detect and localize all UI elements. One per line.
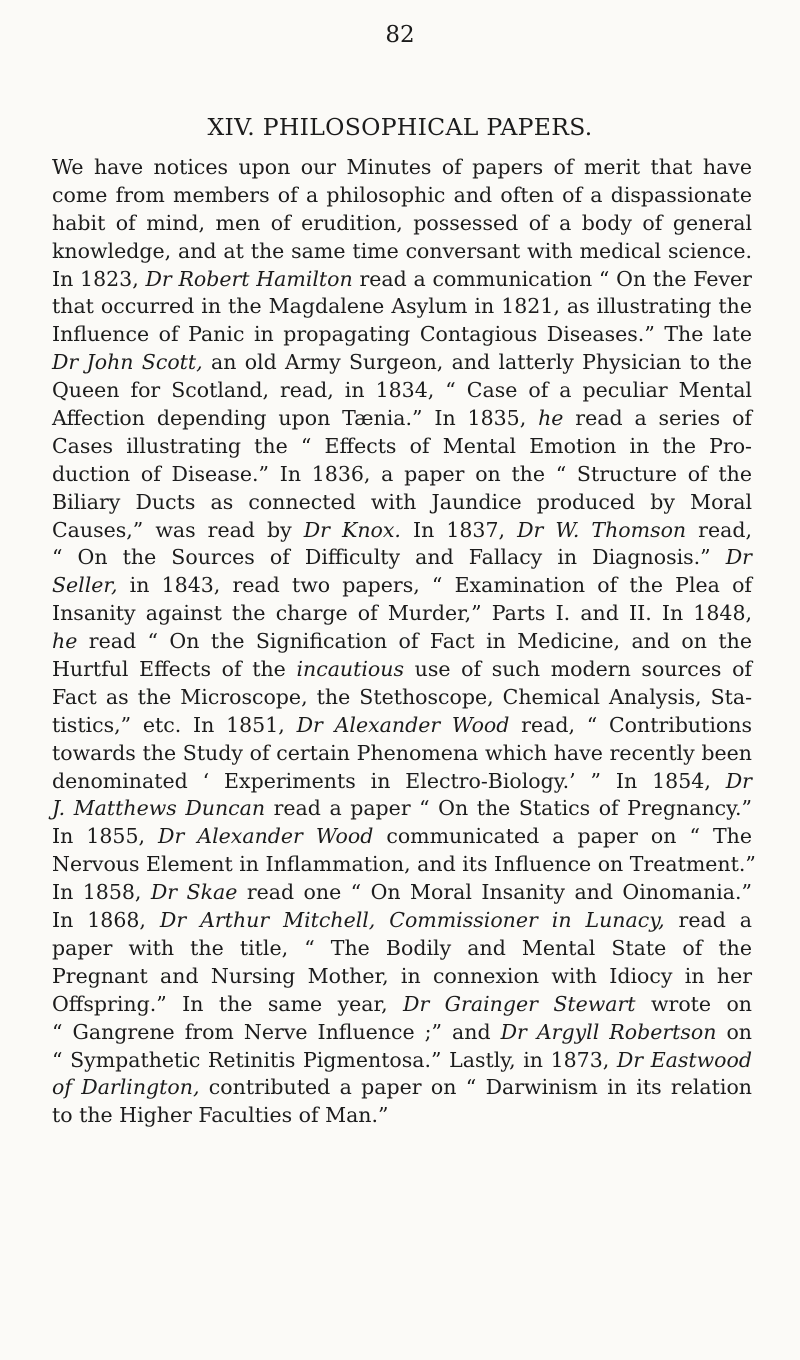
text-line <box>52 684 752 712</box>
text-line <box>52 154 752 182</box>
text-segment: tistics,” etc. In 1851, <box>52 712 297 737</box>
text-segment: Cases illustrating the “ Effects of Mental Emotion in the Pro- <box>52 433 752 458</box>
text-segment: habit of mind, men of erudition, possessed of a body of general <box>52 210 752 235</box>
text-segment: Influence of Panic in propagating Contagious Diseases.” The late <box>52 322 752 347</box>
italic-text: Dr Eastwood <box>616 1047 752 1072</box>
body-paragraph <box>52 154 756 1130</box>
text-line <box>52 823 752 851</box>
text-segment: read a communication “ On the Fever <box>352 266 752 291</box>
text-line <box>52 1019 752 1047</box>
text-segment: read, “ Contributions <box>509 712 752 737</box>
text-segment: We have notices upon our Minutes of papers of merit that have <box>52 155 752 179</box>
text-line <box>52 907 752 935</box>
text-segment: Nervous Element in Inflammation, and its Influence on Treatment.” <box>52 852 756 877</box>
italic-text: he <box>538 406 564 431</box>
text-line <box>52 377 752 405</box>
text-line <box>52 210 752 238</box>
text-line <box>52 321 752 349</box>
text-line <box>52 266 752 294</box>
text-segment: Biliary Ducts as connected with Jaundice produced by Moral <box>52 489 752 514</box>
text-line <box>52 851 756 879</box>
text-segment: towards the Study of certain Phenomena which have recently been <box>52 740 752 765</box>
text-segment: contributed a paper on “ Darwinism in its relation <box>199 1075 752 1100</box>
text-line <box>52 768 752 796</box>
italic-text: Dr Grainger Stewart <box>403 991 636 1016</box>
text-segment: come from members of a philosophic and often of a dispassionate <box>52 182 752 207</box>
page-number: 82 <box>385 22 415 48</box>
italic-text: Dr Alexander Wood <box>158 824 374 849</box>
text-segment: paper with the title, “ The Bodily and Mental State of the <box>52 935 752 960</box>
text-segment: Hurtful Effects of the <box>52 657 297 682</box>
text-segment: in 1843, read two papers, “ Examination of the Plea of <box>117 573 752 598</box>
text-segment: communicated a paper on “ The <box>373 824 752 849</box>
text-line <box>52 1074 752 1102</box>
italic-text: Dr Argyll Robertson <box>500 1019 717 1044</box>
text-segment: In 1837, <box>400 517 518 542</box>
italic-text: Dr Arthur Mitchell, Commissioner in Lunacy, <box>159 908 665 933</box>
text-line <box>52 712 752 740</box>
text-segment: Fact as the Microscope, the Stethoscope, Chemical Analysis, Sta- <box>52 684 752 709</box>
text-segment: Queen for Scotland, read, in 1834, “ Case of a peculiar Mental <box>52 378 752 403</box>
italic-text: he <box>52 629 78 654</box>
text-segment: read “ On the Signification of Fact in Medicine, and on the <box>77 629 752 654</box>
text-segment: Pregnant and Nursing Mother, in connexion with Idiocy in her <box>52 963 752 988</box>
italic-text: Dr Alexander Wood <box>296 712 510 737</box>
text-segment: In 1823, <box>52 266 146 291</box>
text-segment: Insanity against the charge of Murder,” Parts I. and II. In 1848, <box>52 601 752 626</box>
italic-text: Dr Knox. <box>303 517 401 542</box>
text-segment: read a paper “ On the Statics of Pregnancy.” <box>265 796 752 821</box>
text-line <box>52 489 752 517</box>
italic-text: Dr John Scott, <box>52 350 203 375</box>
text-line <box>52 433 752 461</box>
text-segment: denominated ‘ Experiments in Electro-Biology.’ ” In 1854, <box>52 768 726 793</box>
italic-text: Seller, <box>52 573 118 598</box>
italic-text: Dr W. Thomson <box>517 517 687 542</box>
text-line <box>52 879 752 907</box>
text-segment: that occurred in the Magdalene Asylum in 1821, as illustrating the <box>52 294 752 319</box>
text-segment: to the Higher Faculties of Man.” <box>52 1103 389 1128</box>
text-segment: on <box>716 1019 753 1044</box>
text-line <box>52 238 752 266</box>
italic-text: Dr <box>725 545 752 570</box>
text-segment: duction of Disease.” In 1836, a paper on the “ Structure of the <box>52 461 752 486</box>
text-segment: Offspring.” In the same year, <box>52 991 404 1016</box>
text-segment: In 1855, <box>52 824 159 849</box>
text-segment: read, <box>686 517 752 542</box>
text-line <box>52 963 752 991</box>
text-line <box>52 517 752 545</box>
text-segment: read a <box>664 908 752 933</box>
text-segment: wrote on <box>635 991 753 1016</box>
text-line <box>52 628 752 656</box>
text-segment: an old Army Surgeon, and latterly Physician to the <box>202 350 752 375</box>
text-segment: “ On the Sources of Difficulty and Fallacy in Diagnosis.” <box>52 545 726 570</box>
italic-text: Dr <box>725 768 752 793</box>
text-line <box>52 740 752 768</box>
text-segment: read a series of <box>563 406 753 431</box>
text-line <box>52 572 752 600</box>
text-line <box>52 656 752 684</box>
italic-text: Dr Robert Hamilton <box>145 266 353 291</box>
italic-text: incautious <box>296 657 404 682</box>
text-line <box>52 544 752 572</box>
text-segment: Causes,” was read by <box>52 517 304 542</box>
italic-text: Dr Skae <box>150 880 238 905</box>
text-segment: “ Sympathetic Retinitis Pigmentosa.” Lastly, in 1873, <box>52 1047 617 1072</box>
text-line <box>52 349 752 377</box>
text-line <box>52 1047 752 1075</box>
text-segment: In 1858, <box>52 880 151 905</box>
text-segment: use of such modern sources of <box>403 657 752 682</box>
text-line <box>52 991 752 1019</box>
text-line <box>52 1102 752 1130</box>
text-line <box>52 293 752 321</box>
text-line <box>52 600 752 628</box>
text-line <box>52 182 752 210</box>
italic-text: J. Matthews Duncan <box>52 796 266 821</box>
text-line <box>52 461 752 489</box>
text-segment: “ Gangrene from Nerve Influence ;” and <box>52 1019 501 1044</box>
text-segment: In 1868, <box>52 908 160 933</box>
text-segment: read one “ On Moral Insanity and Oinomania.” <box>237 880 752 905</box>
section-heading: XIV. PHILOSOPHICAL PAPERS. <box>207 113 593 141</box>
text-segment: Affection depending upon Tænia.” In 1835, <box>52 406 539 431</box>
text-line <box>52 795 752 823</box>
text-segment: knowledge, and at the same time conversant with medical science. <box>52 238 752 263</box>
text-line <box>52 405 752 433</box>
italic-text: of Darlington, <box>52 1075 200 1100</box>
text-line <box>52 935 752 963</box>
